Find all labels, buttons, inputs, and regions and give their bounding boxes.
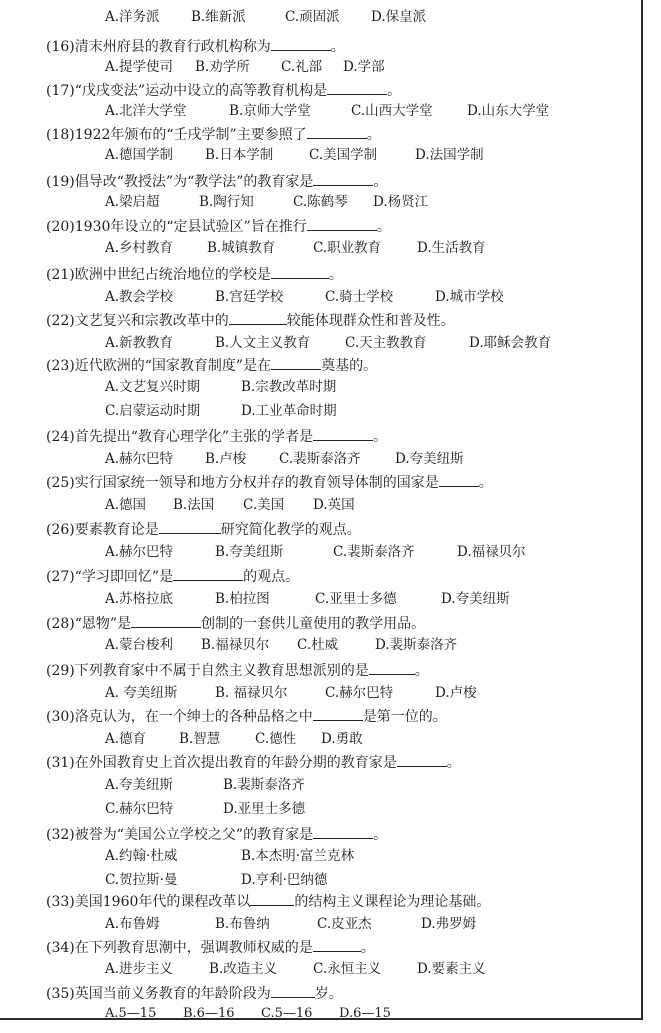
question-stem-end: 研究简化教学的观点。 — [220, 522, 361, 538]
option: D.夸美纽斯 — [441, 591, 510, 607]
option: B.改造主义 — [209, 961, 278, 977]
question-stem: 要素教育论是 — [74, 522, 159, 538]
options-row-28 — [105, 635, 457, 655]
question-stem: 欧洲中世纪占统治地位的学校是 — [74, 267, 271, 283]
question-number: (31) — [46, 755, 75, 771]
option: D.福禄贝尔 — [457, 544, 526, 560]
question-number: (32) — [46, 827, 75, 843]
option: A.进步主义 — [105, 961, 174, 977]
option: A.夸美纽斯 — [105, 777, 174, 793]
question-stem-end: 。 — [446, 755, 461, 771]
question-18 — [46, 123, 381, 145]
options-row-31a — [105, 775, 305, 795]
question-stem: “学习即回忆”是 — [74, 569, 174, 585]
option: C.顽固派 — [285, 9, 340, 25]
question-32 — [46, 823, 387, 845]
answer-blank — [327, 79, 387, 95]
option: A.德国 — [105, 497, 147, 513]
answer-blank — [313, 170, 373, 186]
option: D.城市学校 — [435, 289, 504, 305]
option: B.宫廷学校 — [215, 289, 284, 305]
answer-blank — [271, 354, 321, 370]
options-row-17 — [105, 101, 549, 121]
option: D.工业革命时期 — [241, 403, 337, 419]
option: A.蒙台梭利 — [105, 637, 174, 653]
question-stem: 近代欧洲的“国家教育制度”是在 — [74, 358, 272, 374]
question-number: (25) — [46, 475, 75, 491]
option: B.京师大学堂 — [229, 103, 311, 119]
question-21 — [46, 263, 343, 285]
option: D.学部 — [343, 59, 385, 75]
question-number: (29) — [46, 663, 75, 679]
option: C.裴斯泰洛齐 — [333, 544, 415, 560]
answer-blank — [131, 612, 201, 628]
question-number: (30) — [46, 709, 75, 725]
question-33 — [46, 890, 490, 912]
option: C.山西大学堂 — [351, 103, 433, 119]
option: C.礼部 — [281, 59, 323, 75]
question-stem-end: 较能体现群众性和普及性。 — [286, 313, 455, 329]
options-row-24 — [105, 449, 464, 469]
option: D.耶稣会教育 — [469, 335, 552, 351]
option: D.杨贤江 — [373, 194, 429, 210]
option: D.要素主义 — [417, 961, 486, 977]
option: D.夸美纽斯 — [395, 451, 464, 467]
option: D.6—15 — [339, 1006, 391, 1021]
answer-blank — [271, 35, 331, 51]
question-stem-end: 岁。 — [314, 986, 343, 1002]
answer-blank — [313, 425, 373, 441]
option: C.美国学制 — [309, 147, 378, 163]
question-stem-end: 。 — [373, 429, 388, 445]
option: C.贺拉斯·曼 — [105, 872, 178, 888]
question-number: (23) — [46, 358, 75, 374]
option: C.职业教育 — [313, 240, 382, 256]
question-number: (21) — [46, 267, 75, 283]
option: D.弗罗姆 — [421, 916, 477, 932]
option: A.洋务派 — [105, 9, 160, 25]
option: C.亚里士多德 — [315, 591, 397, 607]
answer-blank — [439, 471, 479, 487]
option: A.德育 — [105, 731, 147, 747]
question-number: (17) — [46, 83, 75, 99]
option: B.城镇教育 — [207, 240, 276, 256]
question-stem: 1930年设立的“定县试验区”旨在推行 — [74, 219, 307, 235]
question-31 — [46, 751, 461, 773]
option: D.保皇派 — [371, 9, 427, 25]
question-stem: 美国1960年代的课程改革以 — [74, 894, 251, 910]
question-35 — [46, 982, 343, 1004]
question-stem: 被誉为“美国公立学校之父”的教育家是 — [74, 827, 314, 843]
question-20 — [46, 215, 391, 237]
options-row-35 — [105, 1004, 391, 1024]
options-row-27 — [105, 589, 510, 609]
question-19 — [46, 170, 387, 192]
question-stem-end: 奠基的。 — [321, 358, 378, 374]
options-row-29 — [105, 683, 477, 703]
options-row-15 — [105, 7, 426, 27]
question-number: (22) — [46, 313, 75, 329]
question-stem-end: 的结构主义课程论为理论基础。 — [294, 894, 491, 910]
option: A.苏格拉底 — [105, 591, 174, 607]
question-25 — [46, 471, 493, 493]
answer-blank — [271, 982, 315, 998]
options-row-34 — [105, 959, 486, 979]
question-22 — [46, 309, 455, 331]
question-number: (34) — [46, 940, 75, 956]
option: C.赫尔巴特 — [325, 685, 394, 701]
question-34 — [46, 936, 375, 958]
answer-blank — [307, 123, 367, 139]
option: A.布鲁姆 — [105, 916, 160, 932]
question-27 — [46, 565, 299, 587]
option: C.美国 — [243, 497, 285, 513]
options-row-33 — [105, 914, 476, 934]
option: C.天主教教育 — [345, 335, 427, 351]
answer-blank — [369, 659, 415, 675]
option: B.维新派 — [191, 9, 246, 25]
options-row-18 — [105, 145, 484, 165]
question-stem: 在下列教育思潮中，强调教师权威的是 — [74, 940, 313, 956]
options-row-31b — [105, 799, 305, 819]
question-29 — [46, 659, 429, 681]
answer-blank — [173, 565, 243, 581]
options-row-25 — [105, 495, 355, 515]
option: D.英国 — [313, 497, 355, 513]
option: A.北洋大学堂 — [105, 103, 187, 119]
option: C.德性 — [255, 731, 297, 747]
question-28 — [46, 612, 425, 634]
option: B.宗教改革时期 — [241, 379, 337, 395]
options-row-32b — [105, 870, 327, 890]
option: A.5—15 — [105, 1006, 157, 1021]
question-stem: 在外国教育史上首次提出教育的年龄分期的教育家是 — [74, 755, 397, 771]
question-stem-end: 。 — [360, 940, 375, 956]
options-row-16 — [105, 57, 385, 77]
question-stem: 实行国家统一领导和地方分权并存的教育领导体制的国家是 — [74, 475, 439, 491]
options-row-30 — [105, 729, 363, 749]
answer-blank — [313, 823, 373, 839]
option: A.德国学制 — [105, 147, 174, 163]
question-stem-end: 。 — [373, 174, 388, 190]
option: D.生活教育 — [417, 240, 486, 256]
question-stem: “戊戌变法”运动中设立的高等教育机构是 — [74, 83, 328, 99]
option: C.5—16 — [261, 1006, 313, 1021]
option: C.皮亚杰 — [317, 916, 372, 932]
option: B.智慧 — [179, 731, 221, 747]
question-24 — [46, 425, 387, 447]
question-stem-end: 创制的一套供儿童使用的教学用品。 — [201, 616, 426, 632]
option: B.福禄贝尔 — [201, 637, 270, 653]
option: A.赫尔巴特 — [105, 544, 174, 560]
option: B.6—16 — [183, 1006, 235, 1021]
option: B.日本学制 — [205, 147, 274, 163]
question-stem-end: 。 — [387, 83, 402, 99]
question-stem: 首先提出“教育心理学化”主张的学者是 — [74, 429, 314, 445]
option: D.亨利·巴纳德 — [241, 872, 328, 888]
question-stem: 英国当前义务教育的年龄阶段为 — [74, 986, 271, 1002]
options-row-22 — [105, 333, 551, 353]
options-row-20 — [105, 238, 486, 258]
question-stem-end: 。 — [414, 663, 429, 679]
question-stem: 洛克认为，在一个绅士的各种品格之中 — [74, 709, 313, 725]
option: B.法国 — [173, 497, 215, 513]
options-row-32a — [105, 846, 354, 866]
option: D.山东大学堂 — [467, 103, 550, 119]
option: B. 福禄贝尔 — [215, 685, 288, 701]
question-stem: 1922年颁布的“壬戌学制”主要参照了 — [74, 127, 307, 143]
question-number: (24) — [46, 429, 75, 445]
options-row-23a — [105, 377, 336, 397]
question-number: (33) — [46, 894, 75, 910]
question-stem: 倡导改“教授法”为“教学法”的教育家是 — [74, 174, 314, 190]
option: B.人文主义教育 — [215, 335, 311, 351]
option: A.约翰·杜威 — [105, 848, 178, 864]
question-stem: “恩物”是 — [74, 616, 132, 632]
option: C.陈鹤琴 — [293, 194, 348, 210]
option: A.梁启超 — [105, 194, 160, 210]
option: D.勇敢 — [321, 731, 363, 747]
option: B.劝学所 — [195, 59, 250, 75]
answer-blank — [250, 890, 294, 906]
question-stem: 文艺复兴和宗教改革中的 — [74, 313, 229, 329]
question-stem-end: 是第一位的。 — [362, 709, 447, 725]
option: B.布鲁纳 — [215, 916, 270, 932]
question-number: (26) — [46, 522, 75, 538]
question-number: (27) — [46, 569, 75, 585]
option: C.骑士学校 — [325, 289, 394, 305]
option: B.裴斯泰洛齐 — [223, 777, 305, 793]
option: A.提学使司 — [105, 59, 174, 75]
answer-blank — [313, 705, 363, 721]
option: D.法国学制 — [415, 147, 484, 163]
question-stem-end: 。 — [328, 267, 343, 283]
options-row-21 — [105, 287, 504, 307]
option: B.柏拉图 — [215, 591, 270, 607]
answer-blank — [307, 215, 377, 231]
option: A. 夸美纽斯 — [105, 685, 178, 701]
option: A.文艺复兴时期 — [105, 379, 201, 395]
answer-blank — [159, 518, 221, 534]
option: C.裴斯泰洛齐 — [279, 451, 361, 467]
option: C.杜威 — [297, 637, 339, 653]
options-row-19 — [105, 192, 428, 212]
question-26 — [46, 518, 361, 540]
option: B.卢梭 — [205, 451, 247, 467]
question-stem-end: 。 — [373, 827, 388, 843]
question-stem-end: 的观点。 — [243, 569, 300, 585]
option: D.卢梭 — [435, 685, 477, 701]
question-stem-end: 。 — [376, 219, 391, 235]
answer-blank — [313, 936, 361, 952]
answer-blank — [229, 309, 287, 325]
question-17 — [46, 79, 401, 101]
question-number: (35) — [46, 986, 75, 1002]
question-number: (28) — [46, 616, 75, 632]
question-stem-end: 。 — [330, 39, 345, 55]
question-stem-end: 。 — [478, 475, 493, 491]
page-border-right — [641, 0, 643, 1020]
option: A.赫尔巴特 — [105, 451, 174, 467]
option: B.陶行知 — [199, 194, 254, 210]
question-16 — [46, 35, 345, 57]
question-23 — [46, 354, 377, 376]
option: A.新教教育 — [105, 335, 174, 351]
question-number: (18) — [46, 127, 75, 143]
question-30 — [46, 705, 447, 727]
option: B.夸美纽斯 — [215, 544, 284, 560]
option: D.亚里士多德 — [223, 801, 306, 817]
question-stem: 清末州府县的教育行政机构称为 — [74, 39, 271, 55]
option: C.启蒙运动时期 — [105, 403, 201, 419]
answer-blank — [271, 263, 329, 279]
options-row-23b — [105, 401, 337, 421]
option: D.裴斯泰洛齐 — [375, 637, 458, 653]
option: B.本杰明·富兰克林 — [241, 848, 355, 864]
question-number: (20) — [46, 219, 75, 235]
option: A.乡村教育 — [105, 240, 174, 256]
question-stem: 下列教育家中不属于自然主义教育思想派别的是 — [74, 663, 369, 679]
option: A.教会学校 — [105, 289, 174, 305]
question-stem-end: 。 — [366, 127, 381, 143]
question-number: (19) — [46, 174, 75, 190]
question-number: (16) — [46, 39, 75, 55]
option: C.赫尔巴特 — [105, 801, 174, 817]
answer-blank — [397, 751, 447, 767]
option: C.永恒主义 — [313, 961, 382, 977]
options-row-26 — [105, 542, 526, 562]
